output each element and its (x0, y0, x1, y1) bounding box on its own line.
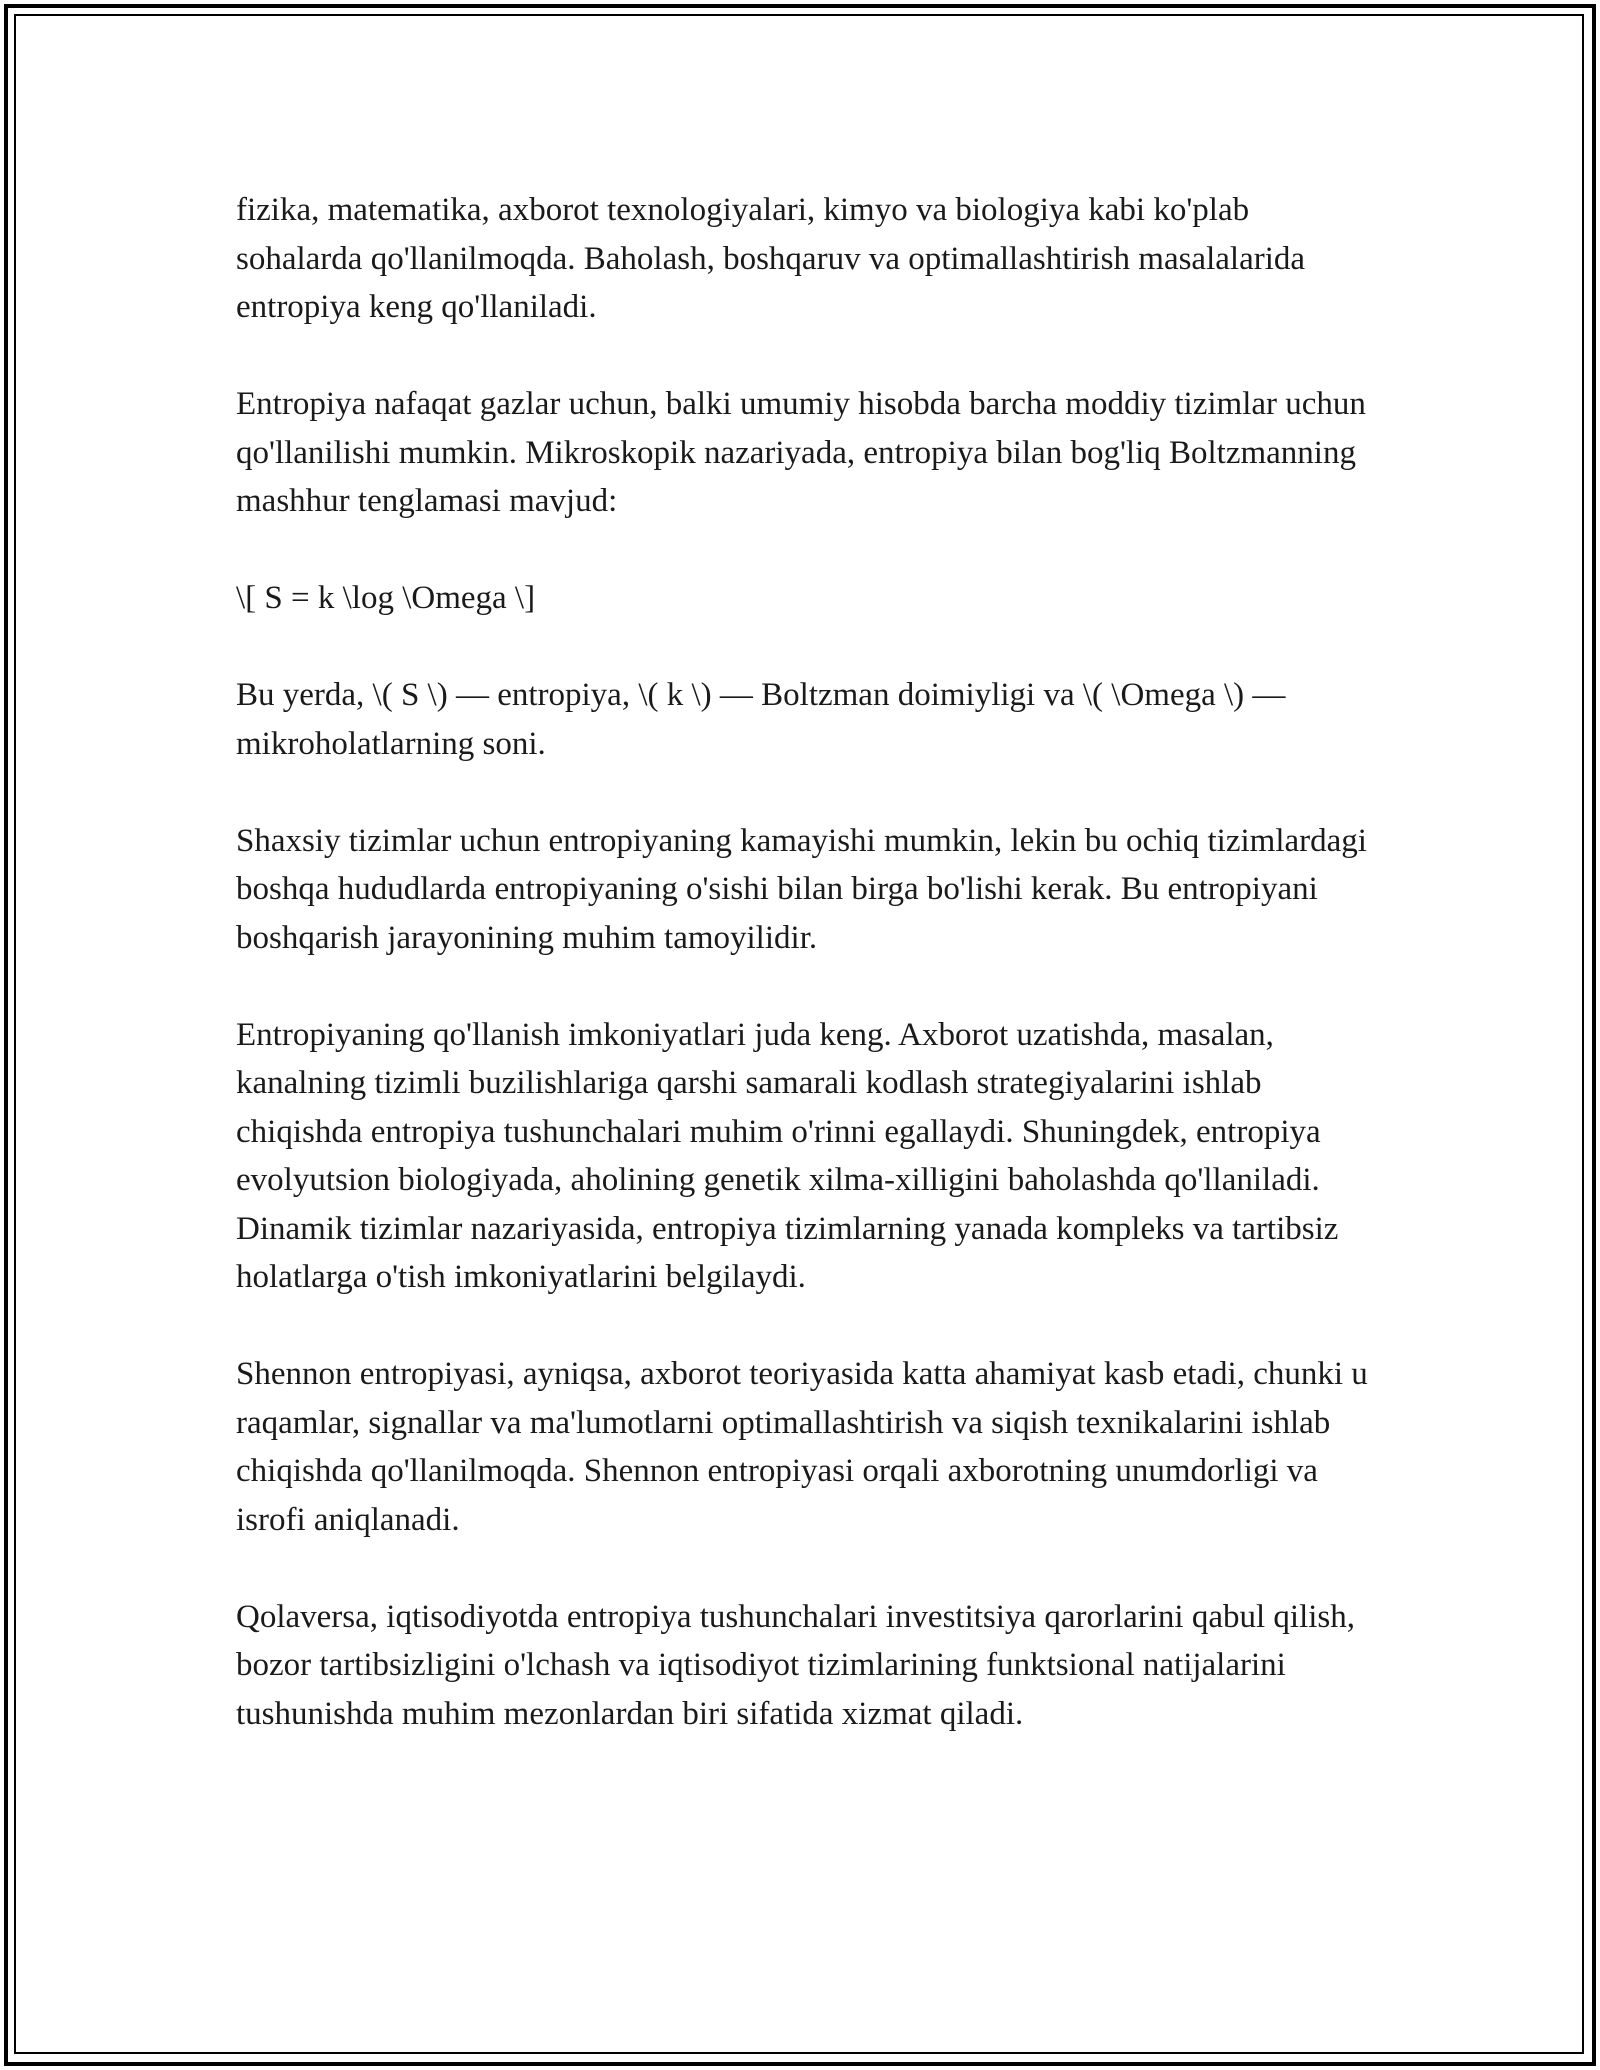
document-body (236, 186, 1376, 1738)
paragraph-shannon-entropy: Shennon entropiyasi, ayniqsa, axborot teoriyasida katta ahamiyat kasb etadi, chunki u raqamlar, signallar va ma'lumotlarni optimallashtirish va siqish texnikalarini ishlab chiqishda qo'llanilmoqda. Shennon entropiyasi orqali axborotning unumdorligi va isrofi aniqlanadi. (236, 1356, 1368, 1538)
paragraph-applications-wide: Entropiyaning qo'llanish imkoniyatlari juda keng. Axborot uzatishda, masalan, kanalning tizimli buzilishlariga qarshi samarali kodlash strategiyalarini ishlab chiqishda entropiya tushunchalari muhim o'rinni egallaydi. Shuningdek, entropiya evolyutsion biologiyada, aholining genetik xilma-xilligini baholashda qo'llaniladi. Dinamik tizimlar nazariyasida, entropiya tizimlarning yanada kompleks va tartibsiz holatlarga o'tish imkoniyatlarini belgilaydi. (236, 1016, 1339, 1295)
paragraph-economics: Qolaversa, iqtisodiyotda entropiya tushunchalari investitsiya qarorlarini qabul qilish, bozor tartibsizligini o'lchash va iqtisodiyot tizimlarining funktsional natijalarini tushunishda muhim mezonlardan biri sifatida xizmat qiladi. (236, 1598, 1356, 1732)
equation-boltzmann: \[ S = k \log \Omega \] (236, 580, 536, 616)
paragraph-boltzmann-intro: Entropiya nafaqat gazlar uchun, balki umumiy hisobda barcha moddiy tizimlar uchun qo'llanilishi mumkin. Mikroskopik nazariyada, entropiya bilan bog'liq Boltzmanning mashhur tenglamasi mavjud: (236, 386, 1366, 519)
paragraph-applications-intro: fizika, matematika, axborot texnologiyalari, kimyo va biologiya kabi ko'plab sohalarda qo'llanilmoqda. Baholash, boshqaruv va optimallashtirish masalalarida entropiya keng qo'llaniladi. (236, 192, 1306, 325)
paragraph-equation-terms: Bu yerda, \( S \) — entropiya, \( k \) — Boltzman doimiyligi va \( \Omega \) — mikroholatlarning soni. (236, 677, 1286, 762)
paragraph-open-systems: Shaxsiy tizimlar uchun entropiyaning kamayishi mumkin, lekin bu ochiq tizimlardagi boshqa hududlarda entropiyaning o'sishi bilan birga bo'lishi kerak. Bu entropiyani boshqarish jarayonining muhim tamoyilidir. (236, 822, 1367, 956)
